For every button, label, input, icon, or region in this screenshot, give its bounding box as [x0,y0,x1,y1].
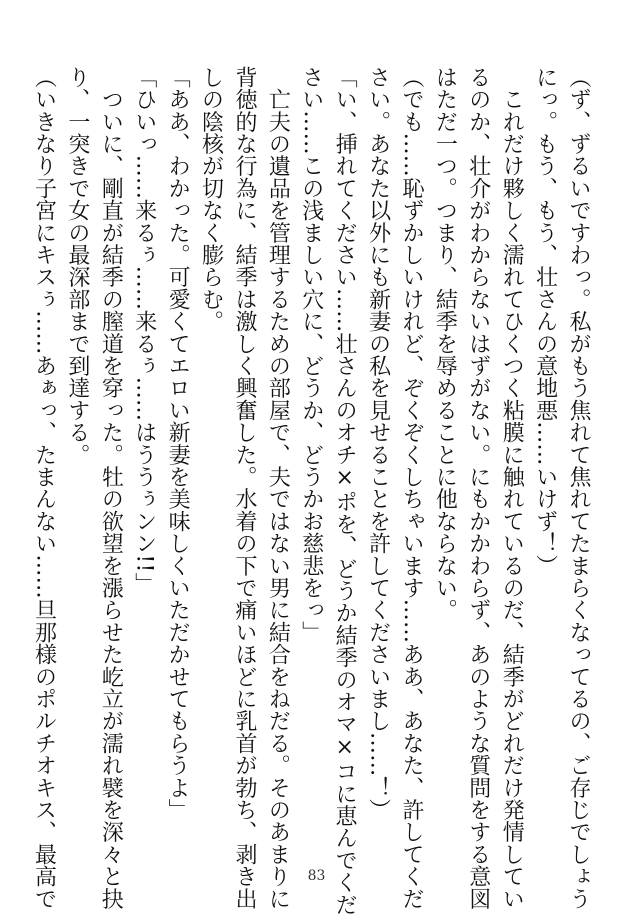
text-line: さい。あなた以外にも新妻の私を見せることを許してくださいまし……！） [365,66,391,821]
text-line: はただ一つ。つまり、結季を辱めることに他ならない。 [432,66,458,621]
text-line: るのか、壮介がわからないはずがない。にもかかわらず、あのような質問をする意図 [465,66,491,910]
text-line: にっ。もう、もう、壮さんの意地悪……いけず！） [532,66,558,577]
text-line: ついに、剛直が結季の膣道を穿った。牡の欲望を漲らせた屹立が濡れ襞を深々と抉 [98,66,124,910]
text-line: 「ああ、わかった。可愛くてエロい新妻を美味しくいただかせてもらうよ」 [165,66,191,821]
text-line: 「ひいっ……来るぅ……来るぅ……はううぅンン!!」 [131,66,157,595]
text-line: 亡夫の遺品を管理するための部屋で、夫ではない男に結合をねだる。そのあまりに [265,66,291,910]
text-line: これだけ夥しく濡れてひくつく粘膜に触れているのだ、結季がどれだけ発情してい [499,66,525,910]
text-line: 背徳的な行為に、結季は激しく興奮した。水着の下で痛いほどに乳首が勃ち、剥き出 [231,66,257,910]
text-line: り、一突きで女の最深部まで到達する。 [64,66,90,466]
text-line: さい……この浅ましい穴に、どうか、どうかお慈悲をっ」 [298,66,324,644]
page-number: 83 [307,868,326,884]
text-line: （でも……恥ずかしいけれど、ぞくぞくしちゃいます……ああ、あなた、許してくだ [398,66,424,910]
text-line: しの陰核が切なく膨らむ。 [198,66,224,333]
text-line: （ず、ずるいですわっ。私がもう焦れて焦れてたまらくなってるの、ご存じでしょう [566,66,591,910]
text-line: 「い、挿れてください……壮さんのオチ×ポを、どうか結季のオマ×コに恵んでくだ [332,66,358,916]
text-line: （いきなり子宮にキスぅ……あぁっ、たまんない……旦那様のポルチオキス、最高で [31,66,57,910]
